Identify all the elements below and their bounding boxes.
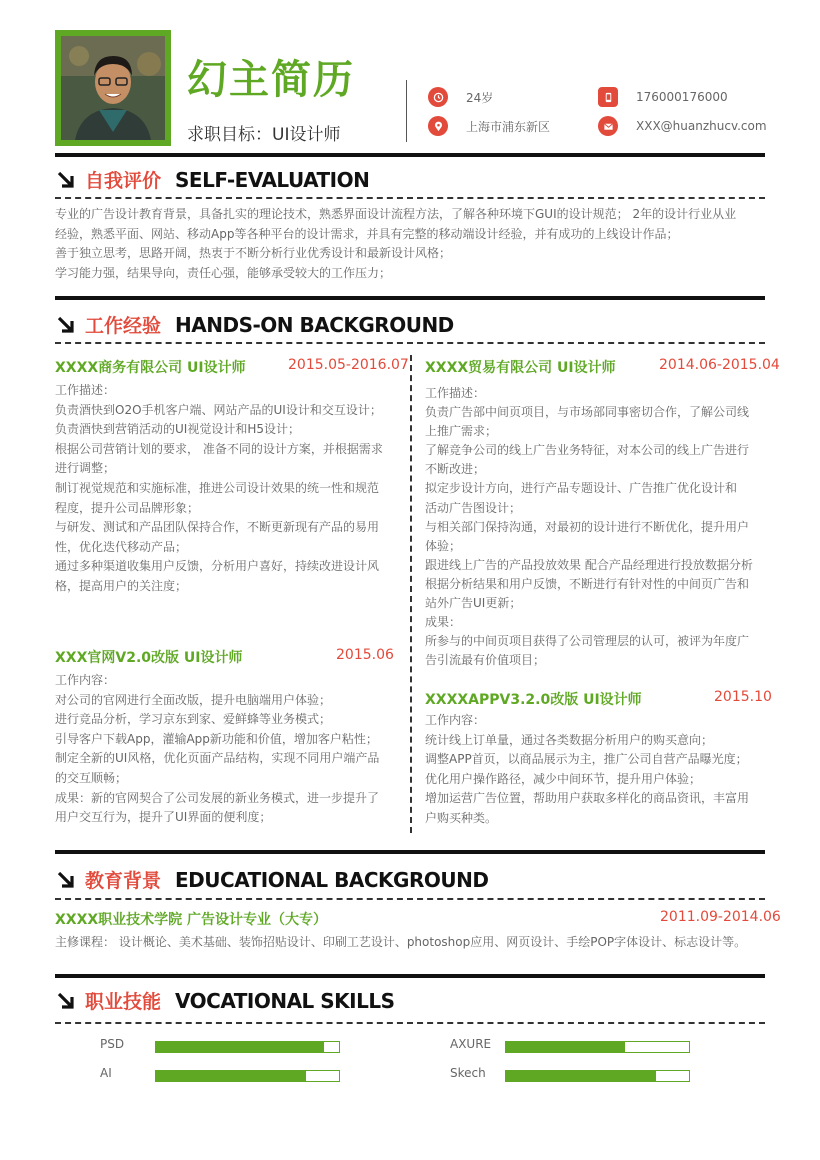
job-line: 统计线上订单量，通过各类数据分析用户的购买意向； bbox=[425, 732, 714, 747]
clock-icon bbox=[428, 87, 448, 107]
job-line: 站外广告UI更新； bbox=[425, 596, 522, 611]
job-line: 负责广告部中间页项目，与市场部同事密切合作，了解公司线 bbox=[425, 405, 750, 420]
job-title: XXXX商务有限公司 UI设计师 bbox=[55, 360, 246, 376]
job-line: 负责酒快到营销活动的UI视觉设计和H5设计； bbox=[55, 422, 300, 437]
skill-bar bbox=[505, 1041, 690, 1053]
job-line: 户购买种类。 bbox=[425, 810, 498, 825]
section-title-work bbox=[55, 311, 454, 338]
job-line: 活动广告图设计； bbox=[425, 500, 522, 515]
section-cn-label: 教育背景 bbox=[85, 870, 162, 892]
job-line: 用户交互行为，提升了UI界面的便利度； bbox=[55, 810, 272, 825]
info-phone bbox=[598, 87, 728, 107]
arrow-down-right-icon bbox=[55, 990, 77, 1012]
section-rule bbox=[55, 850, 765, 854]
dashed-divider bbox=[55, 197, 765, 199]
dashed-divider bbox=[55, 898, 765, 900]
skill-label: AI bbox=[100, 1066, 112, 1080]
job-line: 上推广需求； bbox=[425, 424, 498, 439]
resume-name: 幻主简历 bbox=[187, 57, 355, 103]
job-line: 体验； bbox=[425, 538, 462, 553]
job-line: 程度，提升公司品牌形象； bbox=[55, 500, 200, 515]
location-pin-icon bbox=[428, 116, 448, 136]
section-title-skills bbox=[55, 987, 395, 1014]
job-title: XXX官网V2.0改版 UI设计师 bbox=[55, 650, 243, 666]
header-divider bbox=[406, 80, 407, 142]
job-objective: 求职目标：UI设计师 bbox=[187, 125, 341, 145]
self-eval-line: 善于独立思考，思路开阔，热衷于不断分析行业优秀设计和最新设计风格； bbox=[55, 246, 452, 260]
job-description bbox=[55, 381, 400, 597]
job-title: XXXX贸易有限公司 UI设计师 bbox=[425, 360, 616, 376]
arrow-down-right-icon bbox=[55, 869, 77, 891]
skill-fill bbox=[506, 1042, 625, 1052]
job-line: 所参与的中间页项目获得了公司管理层的认可，被评为年度广 bbox=[425, 634, 750, 649]
education-date: 2011.09-2014.06 bbox=[660, 909, 781, 925]
skill-label: PSD bbox=[100, 1037, 125, 1051]
skill-label: Skech bbox=[450, 1066, 486, 1080]
job-line: 与研发、测试和产品团队保持合作，不断更新现有产品的易用 bbox=[55, 520, 380, 535]
job-line: 制定全新的UI风格，优化页面产品结构，实现不同用户端产品 bbox=[55, 751, 380, 766]
email-text: XXX@huanzhucv.com bbox=[636, 119, 767, 133]
phone-text: 176000176000 bbox=[636, 90, 728, 104]
job-line: 成果：新的官网契合了公司发展的新业务模式，进一步提升了 bbox=[55, 790, 380, 805]
job-line: 制订视觉规范和实施标准，推进公司设计效果的统一性和规范 bbox=[55, 480, 380, 495]
column-divider bbox=[410, 355, 412, 833]
job-line: 进行竞品分析，学习京东到家、爱鲜蜂等业务模式； bbox=[55, 712, 332, 727]
section-rule bbox=[55, 974, 765, 978]
arrow-down-right-icon bbox=[55, 314, 77, 336]
dashed-divider bbox=[55, 342, 765, 344]
job-line: 成果： bbox=[425, 615, 462, 630]
job-line: 性，优化迭代移动产品； bbox=[55, 539, 188, 554]
section-rule bbox=[55, 153, 765, 157]
self-eval-line: 学习能力强，结果导向，责任心强，能够承受较大的工作压力； bbox=[55, 265, 392, 280]
job-line: 了解竞争公司的线上广告业务特征，对本公司的线上广告进行 bbox=[425, 443, 750, 458]
job-date: 2015.10 bbox=[714, 689, 772, 705]
section-en-label: SELF-EVALUATION bbox=[175, 167, 370, 192]
job-line: 工作内容： bbox=[55, 673, 116, 687]
skill-bar bbox=[155, 1041, 340, 1053]
skill-bar bbox=[505, 1070, 690, 1082]
job-line: 根据分析结果和用户反馈，不断进行有针对性的中间页广告和 bbox=[425, 576, 750, 591]
job-description bbox=[425, 711, 770, 829]
location-text: 上海市浦东新区 bbox=[466, 119, 551, 134]
job-line: 工作描述： bbox=[425, 386, 486, 400]
job-line: 增加运营广告位置，帮助用户获取多样化的商品资讯，丰富用 bbox=[425, 791, 750, 806]
skill-fill bbox=[506, 1071, 656, 1081]
info-age bbox=[428, 87, 493, 107]
job-line: 引导客户下载App，灌输App新功能和价值，增加客户粘性； bbox=[55, 731, 378, 746]
profile-photo bbox=[61, 36, 165, 140]
job-line: 对公司的官网进行全面改版，提升电脑端用户体验； bbox=[55, 692, 332, 707]
section-en-label: VOCATIONAL SKILLS bbox=[175, 988, 395, 1013]
info-location bbox=[428, 116, 550, 136]
job-line: 负责酒快到O2O手机客户端、网站产品的UI设计和交互设计； bbox=[55, 402, 382, 417]
skill-bar bbox=[155, 1070, 340, 1082]
info-email bbox=[598, 116, 767, 136]
section-en-label: EDUCATIONAL BACKGROUND bbox=[175, 867, 489, 892]
job-title: XXXXAPPV3.2.0改版 UI设计师 bbox=[425, 692, 642, 708]
self-eval-line: 专业的广告设计教育背景，具备扎实的理论技术，熟悉界面设计流程方法，了解各种环境下GUI的设计规范； 2年的设计行业从业 bbox=[55, 207, 737, 221]
section-en-label: HANDS-ON BACKGROUND bbox=[175, 312, 454, 337]
job-line: 跟进线上广告的产品投放效果 配合产品经理进行投放数据分析 bbox=[425, 557, 753, 572]
job-date: 2015.06 bbox=[336, 647, 394, 663]
section-title-education bbox=[55, 866, 488, 893]
self-eval-line: 经验，熟悉平面、网站、移动App等各种平台的设计需求，并具有完整的移动端设计经验，并有成功的上线设计作品； bbox=[55, 226, 679, 241]
job-line: 不断改进； bbox=[425, 462, 486, 477]
phone-icon bbox=[598, 87, 618, 107]
mail-icon bbox=[598, 116, 618, 136]
courses-text: 主修课程： 设计概论、美术基础、装饰招贴设计、印刷工艺设计、photoshop应用、网页设计、手绘POP字体设计、标志设计等。 bbox=[55, 935, 747, 949]
job-line: 格，提高用户的关注度； bbox=[55, 578, 188, 593]
section-rule bbox=[55, 296, 765, 300]
job-description bbox=[425, 384, 770, 670]
job-line: 进行调整； bbox=[55, 461, 116, 476]
profile-photo-frame bbox=[55, 30, 171, 146]
age-text: 24岁 bbox=[466, 90, 494, 105]
section-cn-label: 工作经验 bbox=[85, 315, 162, 337]
self-eval-text bbox=[55, 205, 767, 283]
job-line: 工作描述： bbox=[55, 383, 116, 397]
job-line: 告引流最有价值项目； bbox=[425, 653, 546, 668]
section-cn-label: 职业技能 bbox=[85, 991, 162, 1013]
job-date: 2015.05-2016.07 bbox=[288, 357, 409, 373]
job-description bbox=[55, 671, 400, 828]
job-line: 工作内容： bbox=[425, 713, 486, 727]
dashed-divider bbox=[55, 1022, 765, 1024]
job-line: 通过多种渠道收集用户反馈，分析用户喜好，持续改进设计风 bbox=[55, 559, 380, 574]
job-date: 2014.06-2015.04 bbox=[659, 357, 780, 373]
job-line: 调整APP首页，以商品展示为主，推广公司自营产品曝光度； bbox=[425, 752, 748, 767]
section-title-self bbox=[55, 166, 369, 193]
skill-fill bbox=[156, 1071, 306, 1081]
job-line: 的交互顺畅； bbox=[55, 770, 128, 785]
skill-label: AXURE bbox=[450, 1037, 492, 1051]
job-line: 根据公司营销计划的要求， 准备不同的设计方案，并根据需求 bbox=[55, 441, 383, 456]
section-cn-label: 自我评价 bbox=[85, 170, 162, 192]
job-line: 与相关部门保持沟通，对最初的设计进行不断优化，提升用户 bbox=[425, 519, 750, 534]
arrow-down-right-icon bbox=[55, 169, 77, 191]
job-line: 优化用户操作路径，减少中间环节，提升用户体验； bbox=[425, 771, 702, 786]
school-title: XXXX职业技术学院 广告设计专业（大专） bbox=[55, 912, 328, 928]
skill-fill bbox=[156, 1042, 324, 1052]
job-line: 拟定步设计方向，进行产品专题设计、广告推广优化设计和 bbox=[425, 481, 738, 496]
